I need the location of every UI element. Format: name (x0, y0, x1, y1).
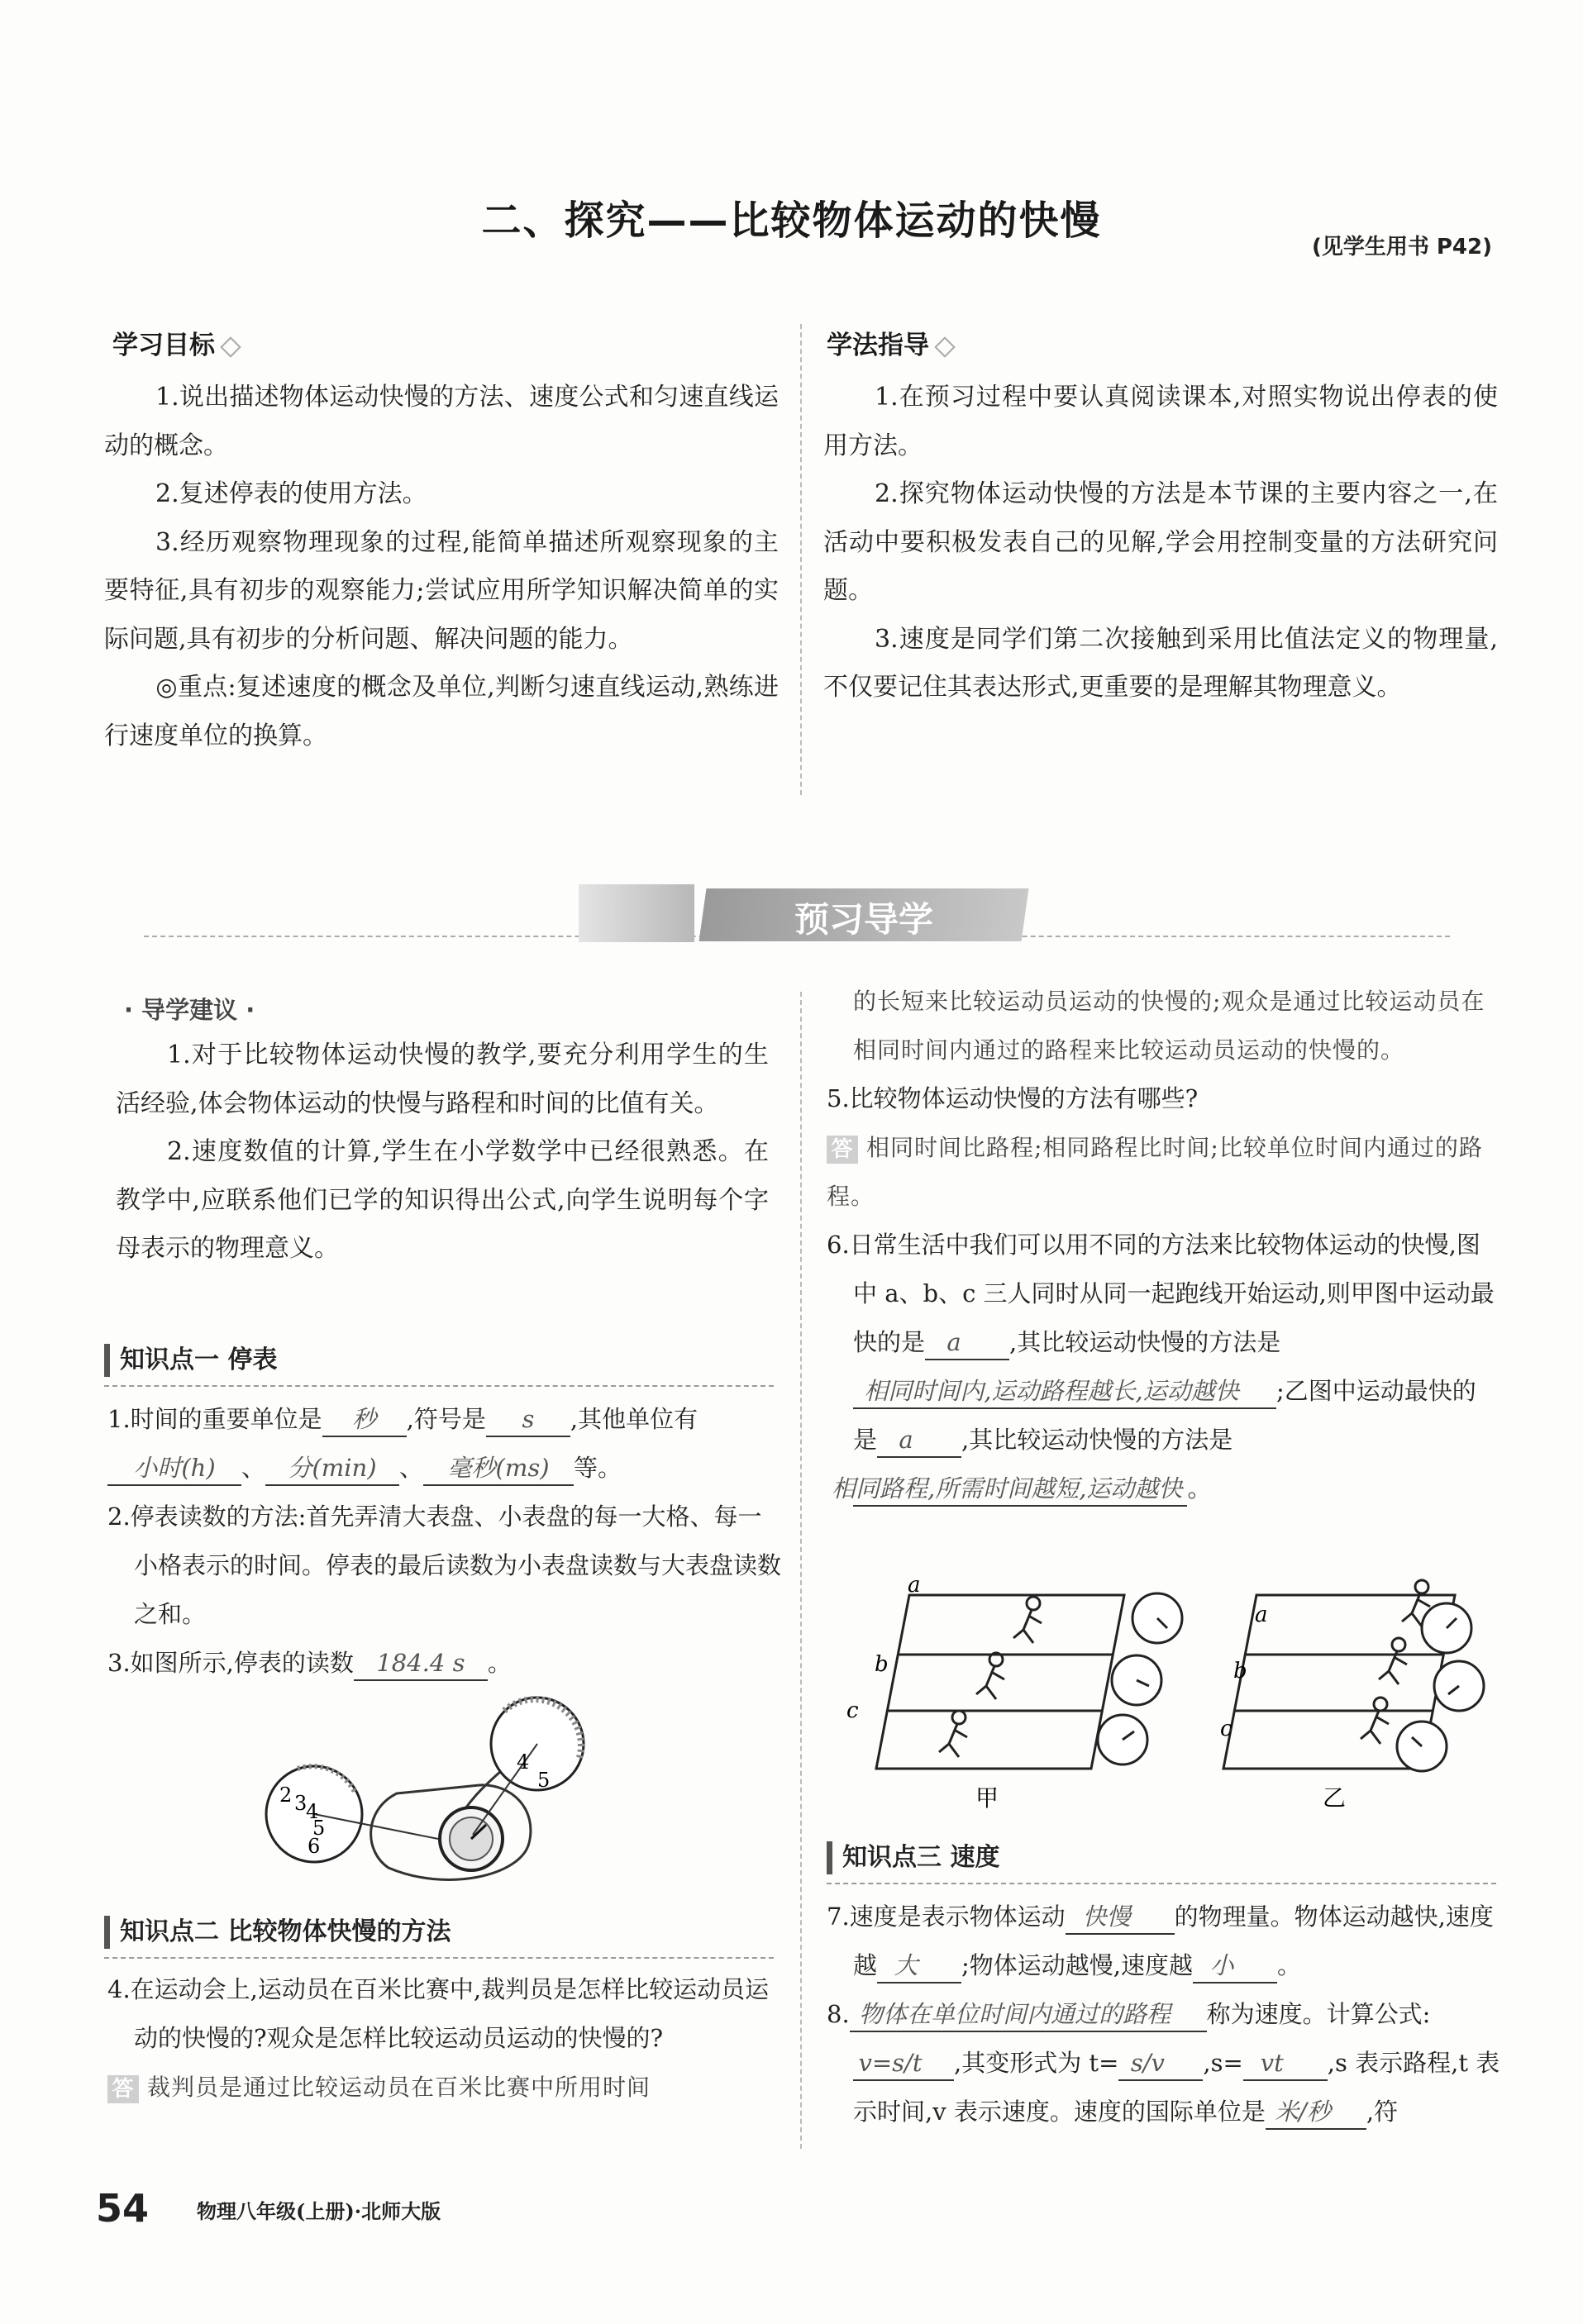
answer-blank: a (925, 1326, 1009, 1360)
kp3-content (827, 1893, 1501, 2136)
answer-blank: v=s/t (853, 2046, 954, 2081)
runner-icon (1013, 1597, 1042, 1643)
race-figure-yi (1220, 1580, 1455, 1810)
q1 (107, 1395, 782, 1688)
q6-text-a: 6.日常生活中我们可以用不同的方法来比较物体运动的快慢,图中 a、b、c 三人同时从同一起跑线开始运动,则甲图中运动最快的是 (827, 1231, 1495, 1356)
answer-blank: 秒 (322, 1402, 407, 1437)
lane-label-b: b (1233, 1659, 1247, 1683)
suggest-heading: · 导学建议 · (124, 996, 255, 1024)
lane-label-b: b (875, 1652, 889, 1677)
kp1-heading: 知识点一 停表 (104, 1344, 277, 1377)
q8-text-e: ,s 表示路程,t 表示时间,v 表示速度。速度的国际单位是 (853, 2049, 1500, 2126)
figure-label: 4 (306, 1800, 319, 1823)
goal-item-text: 1.说出描述物体运动快慢的方法、速度公式和匀速直线运动的概念。 (104, 383, 779, 460)
right-column (827, 977, 1496, 1513)
q4-text: 4.在运动会上,运动员在百米比赛中,裁判员是怎样比较运动员运动的快慢的?观众是怎样比较运动员运动的快慢的? (107, 1975, 770, 2052)
student-book-reference: (见学生用书 P42) (1311, 235, 1492, 260)
figure-label: 2 (279, 1783, 293, 1807)
q1-text-c: ,其他单位有 (570, 1405, 699, 1433)
banner-decoration (579, 884, 694, 942)
diamond-icon (934, 336, 955, 357)
answer-blank: vt (1243, 2046, 1328, 2081)
q6-text-b: ,其比较运动快慢的方法是 (1009, 1328, 1281, 1356)
q5-answer (827, 1123, 1496, 1221)
answer-blank: 相同时间内,运动路程越长,运动越快 (853, 1374, 1276, 1409)
q1-text-g: 等。 (574, 1454, 622, 1482)
q7-text (827, 1893, 1501, 1990)
q1-text-e: 、 (399, 1454, 424, 1482)
guide-item-text: 2.探究物体运动快慢的方法是本节课的主要内容之一,在活动中要积极发表自己的见解,学会用控制变量的方法研究问题。 (823, 479, 1498, 605)
guide-heading (827, 324, 952, 361)
answer-icon: 答 (827, 1136, 858, 1164)
answer-blank: 184.4 s (354, 1646, 488, 1681)
goals-heading (112, 324, 238, 361)
figure-label: 5 (537, 1769, 551, 1792)
q8-text-c: ,其变形式为 t= (954, 2049, 1119, 2077)
figure-label-yi: 乙 (1323, 1784, 1347, 1810)
q6-text-d: ,其比较运动快慢的方法是 (961, 1426, 1233, 1454)
q8-text-a: 8. (827, 2000, 850, 2028)
q4-answer (107, 2063, 782, 2112)
kp2-rule (104, 1957, 774, 1959)
q1-text-a: 1.时间的重要单位是 (107, 1405, 322, 1433)
guide-item (823, 374, 1498, 470)
answer-blank: s/v (1118, 2046, 1203, 2081)
goal-item (104, 470, 779, 519)
answer-icon: 答 (107, 2075, 139, 2103)
answer-blank: 相同路程,所需时间越短,运动越快 (853, 1472, 1187, 1507)
q6-text-e: 。 (1187, 1474, 1212, 1503)
q4-answer-text: 裁判员是通过比较运动员在百米比赛中所用时间 (147, 2074, 651, 2101)
q1-text (107, 1395, 782, 1493)
figure-label: 4 (517, 1750, 530, 1774)
goal-keypoint-text: ◎重点:复述速度的概念及单位,判断匀速直线运动,熟练进行速度单位的换算。 (104, 673, 779, 750)
book-title: 物理八年级(上册)·北师大版 (197, 2199, 441, 2223)
kp2-heading: 知识点二 比较物体快慢的方法 (104, 1916, 451, 1949)
answer-blank: 小时(h) (107, 1451, 241, 1486)
figure-label: 5 (312, 1817, 326, 1840)
answer-blank: 分(min) (265, 1451, 399, 1486)
banner-title: 预习导学 (794, 899, 933, 940)
race-figure-jia (846, 1579, 1124, 1810)
column-divider (800, 992, 802, 2149)
answer-blank: a (877, 1423, 961, 1458)
answer-blank: 物体在单位时间内通过的路程 (850, 1998, 1207, 2032)
answer-blank: 大 (877, 1949, 961, 1983)
q8-text-d: ,s= (1203, 2049, 1243, 2077)
answer-blank: 小 (1193, 1949, 1277, 1983)
q7-text-c: ;物体运动越慢,速度越 (961, 1951, 1194, 1979)
q1-text-d: 、 (241, 1454, 266, 1482)
q8-text-g: ,符 (1366, 2098, 1399, 2126)
q7-text-a: 7.速度是表示物体运动 (827, 1903, 1066, 1931)
lane-label-a: a (1255, 1603, 1268, 1627)
q8-text-b: 称为速度。计算公式: (1206, 2000, 1431, 2028)
race-figure (843, 1579, 1488, 1810)
stopwatch-figure (265, 1686, 612, 1901)
diamond-icon (220, 336, 241, 357)
kp3-heading: 知识点三 速度 (827, 1841, 999, 1874)
q4-answer-continued: 的长短来比较运动员运动的快慢的;观众是通过比较运动员在相同时间内通过的路程来比较运动员运动的快慢的。 (853, 988, 1485, 1064)
goal-item-text: 2.复述停表的使用方法。 (155, 479, 427, 508)
q5-answer-text: 相同时间比路程;相同路程比时间;比较单位时间内通过的路程。 (827, 1134, 1483, 1210)
q1-text-b: ,符号是 (406, 1405, 486, 1433)
q4 (107, 1965, 782, 2112)
suggest-item (116, 1031, 769, 1128)
suggest-item (116, 1128, 769, 1274)
goal-item (104, 519, 779, 664)
lane-label-a: a (908, 1579, 921, 1598)
guide-item-text: 3.速度是同学们第二次接触到采用比值法定义的物理量,不仅要记住其表达形式,更重要的是理解其物理意义。 (823, 624, 1498, 702)
clock-icons-jia (1098, 1593, 1182, 1764)
guide-item (823, 616, 1498, 712)
runner-icon (1361, 1698, 1389, 1744)
runner-icon (976, 1653, 1004, 1699)
figure-label: 6 (308, 1835, 321, 1858)
q6-text (827, 1221, 1496, 1513)
answer-blank: 米/秒 (1266, 2095, 1366, 2130)
page-number: 54 (96, 2186, 150, 2231)
kp1-rule (104, 1385, 774, 1387)
figure-label-jia: 甲 (975, 1784, 999, 1810)
answer-blank: s (486, 1402, 570, 1437)
lane-label-c: c (1220, 1717, 1233, 1741)
q2-text: 2.停表读数的方法:首先弄清大表盘、小表盘的每一大格、每一小格表示的时间。停表的最后读数为小表盘读数与大表盘读数之和。 (107, 1503, 782, 1628)
clock-icons-yi (1397, 1603, 1484, 1771)
page-title: 二、探究——比较物体运动的快慢 (481, 198, 1102, 244)
goal-item (104, 374, 779, 470)
guide-heading-text: 学法指导 (827, 331, 929, 360)
q3-text (107, 1639, 782, 1688)
runner-icon (1379, 1638, 1407, 1684)
q3-text-b: 。 (487, 1649, 512, 1677)
goal-keypoint (104, 664, 779, 760)
guide-item (823, 470, 1498, 616)
goal-item-text: 3.经历观察物理现象的过程,能简单描述所观察现象的主要特征,具有初步的观察能力;尝试应用所学知识解决简单的实际问题,具有初步的分析问题、解决问题的能力。 (104, 527, 779, 654)
goals-list (104, 374, 779, 760)
guide-item-text: 1.在预习过程中要认真阅读课本,对照实物说出停表的使用方法。 (823, 383, 1498, 460)
q7-text-b: 的物理量。物体运动越快,速度越 (853, 1903, 1494, 1979)
lane-label-c: c (846, 1698, 859, 1723)
answer-blank: 快慢 (1066, 1900, 1175, 1935)
figure-label: 3 (294, 1792, 308, 1815)
suggest-item-text: 1.对于比较物体运动快慢的教学,要充分利用学生的生活经验,体会物体运动的快慢与路程和时间的比值有关。 (116, 1041, 769, 1118)
goals-heading-text: 学习目标 (112, 331, 215, 360)
answer-blank: 毫秒(ms) (423, 1451, 574, 1486)
column-divider (800, 324, 802, 795)
guide-list (823, 374, 1498, 712)
q8-text (827, 1990, 1501, 2136)
runner-icon (939, 1711, 967, 1757)
suggest-list (116, 1031, 769, 1274)
q5-text: 5.比较物体运动快慢的方法有哪些? (827, 1084, 1199, 1112)
kp3-rule (827, 1883, 1496, 1884)
q7-text-d: 。 (1277, 1951, 1302, 1979)
q3-text-a: 3.如图所示,停表的读数 (107, 1649, 354, 1677)
suggest-item-text: 2.速度数值的计算,学生在小学数学中已经很熟悉。在教学中,应联系他们已学的知识得出公式,向学生说明每个字母表示的物理意义。 (116, 1137, 769, 1263)
q6-text-c: ;乙图中运动最快的是 (853, 1377, 1476, 1454)
